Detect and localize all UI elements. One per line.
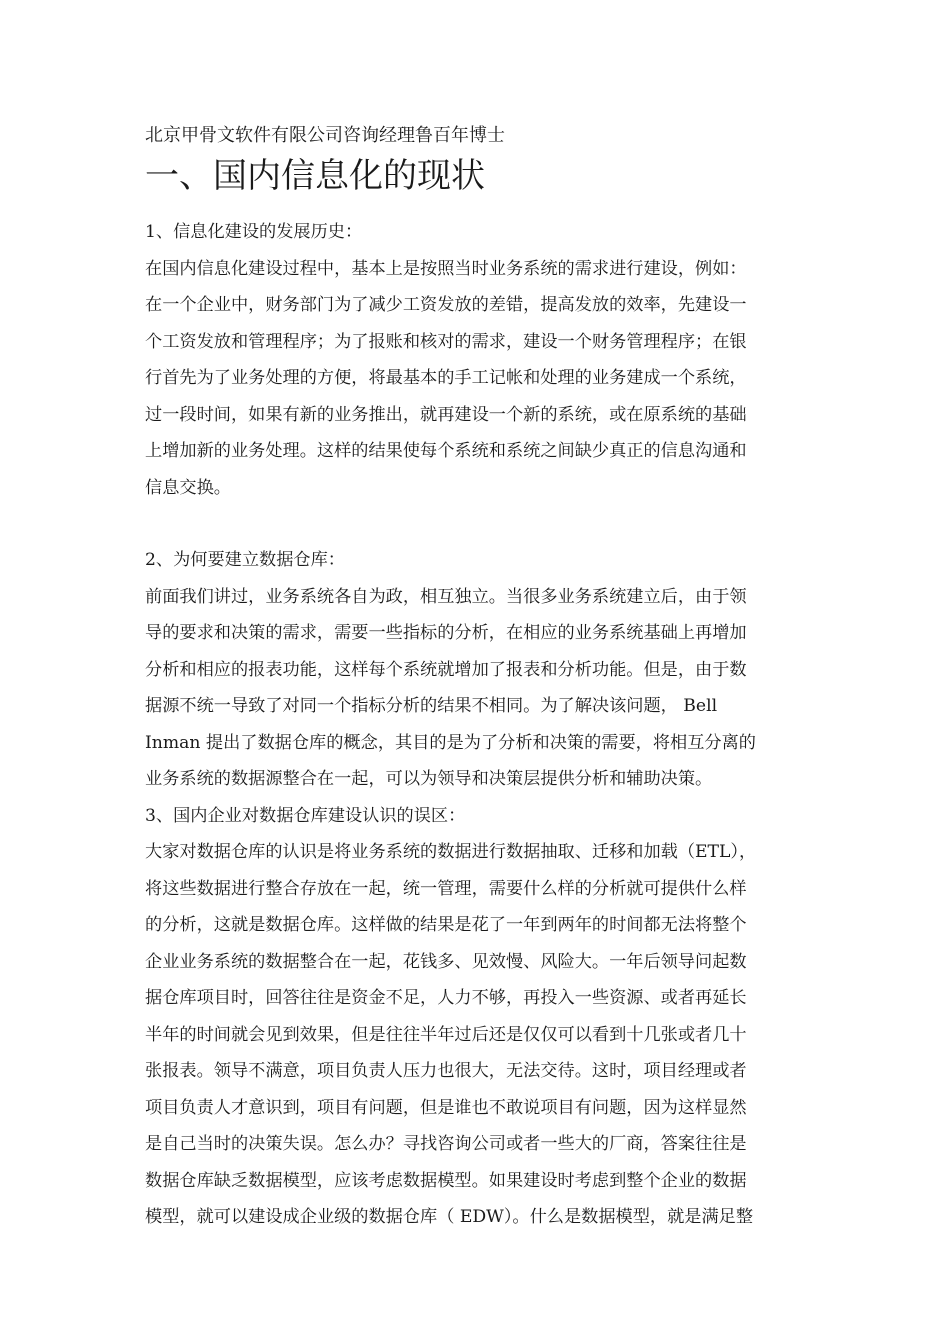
paragraph-line: 前面我们讲过，业务系统各自为政，相互独立。当很多业务系统建立后，由于领 [145, 586, 747, 607]
section-1-title: 1、信息化建设的发展历史： [145, 222, 363, 242]
section-3-title: 3、国内企业对数据仓库建设认识的误区： [145, 805, 466, 826]
paragraph-line: 导的要求和决策的需求，需要一些指标的分析，在相应的业务系统基础上再增加 [145, 623, 747, 643]
paragraph-line: 信息交换。 [145, 477, 231, 498]
paragraph-line: 模型，就可以建设成企业级的数据仓库（ EDW）。什么是数据模型，就是满足整 [145, 1207, 754, 1227]
paragraph-line: 将这些数据进行整合存放在一起，统一管理，需要什么样的分析就可提供什么样 [145, 878, 747, 899]
paragraph-line: 个工资发放和管理程序；为了报账和核对的需求，建设一个财务管理程序；在银 [145, 331, 747, 352]
paragraph-line: 企业业务系统的数据整合在一起，花钱多、见效慢、风险大。一年后领导问起数 [145, 951, 747, 972]
document-page [145, 120, 813, 1236]
paragraph-line: 据仓库项目时，回答往往是资金不足，人力不够，再投入一些资源、或者再延长 [145, 988, 747, 1008]
section-heading: 一、国内信息化的现状 [145, 156, 485, 196]
section-3 [145, 798, 813, 1236]
paragraph-line: 张报表。领导不满意，项目负责人压力也很大，无法交待。这时，项目经理或者 [145, 1061, 747, 1081]
paragraph-spacer [145, 506, 813, 542]
paragraph-line: 半年的时间就会见到效果，但是往往半年过后还是仅仅可以看到十几张或者几十 [145, 1024, 747, 1045]
paragraph-line: 行首先为了业务处理的方便，将最基本的手工记帐和处理的业务建成一个系统， [145, 368, 747, 388]
paragraph-line: 的分析，这就是数据仓库。这样做的结果是花了一年到两年的时间都无法将整个 [145, 915, 747, 935]
paragraph-line: 业务系统的数据源整合在一起，可以为领导和决策层提供分析和辅助决策。 [145, 769, 713, 789]
author-line: 北京甲骨文软件有限公司咨询经理鲁百年博士 [145, 125, 505, 146]
paragraph-line: 数据仓库缺乏数据模型，应该考虑数据模型。如果建设时考虑到整个企业的数据 [145, 1170, 747, 1191]
paragraph-line: 据源不统一导致了对同一个指标分析的结果不相同。为了解决该问题， Bell [145, 696, 718, 716]
paragraph-line: 上增加新的业务处理。这样的结果使每个系统和系统之间缺少真正的信息沟通和 [145, 441, 747, 461]
paragraph-line: 项目负责人才意识到，项目有问题，但是谁也不敢说项目有问题，因为这样显然 [145, 1097, 747, 1118]
section-1 [145, 214, 813, 506]
paragraph-line: 分析和相应的报表功能，这样每个系统就增加了报表和分析功能。但是，由于数 [145, 659, 747, 680]
section-2-title: 2、为何要建立数据仓库： [145, 550, 345, 570]
paragraph-line: 过一段时间，如果有新的业务推出，就再建设一个新的系统，或在原系统的基础 [145, 404, 747, 425]
section-2 [145, 542, 813, 798]
paragraph-line: 在一个企业中，财务部门为了减少工资发放的差错，提高发放的效率，先建设一 [145, 295, 747, 315]
paragraph-line: 在国内信息化建设过程中，基本上是按照当时业务系统的需求进行建设，例如： [145, 258, 747, 279]
paragraph-line: 大家对数据仓库的认识是将业务系统的数据进行数据抽取、迁移和加载（ETL）， [145, 842, 757, 862]
paragraph-line: Inman 提出了数据仓库的概念，其目的是为了分析和决策的需要，将相互分离的 [145, 732, 756, 753]
paragraph-line: 是自己当时的决策失误。怎么办？寻找咨询公司或者一些大的厂商，答案往往是 [145, 1134, 747, 1154]
